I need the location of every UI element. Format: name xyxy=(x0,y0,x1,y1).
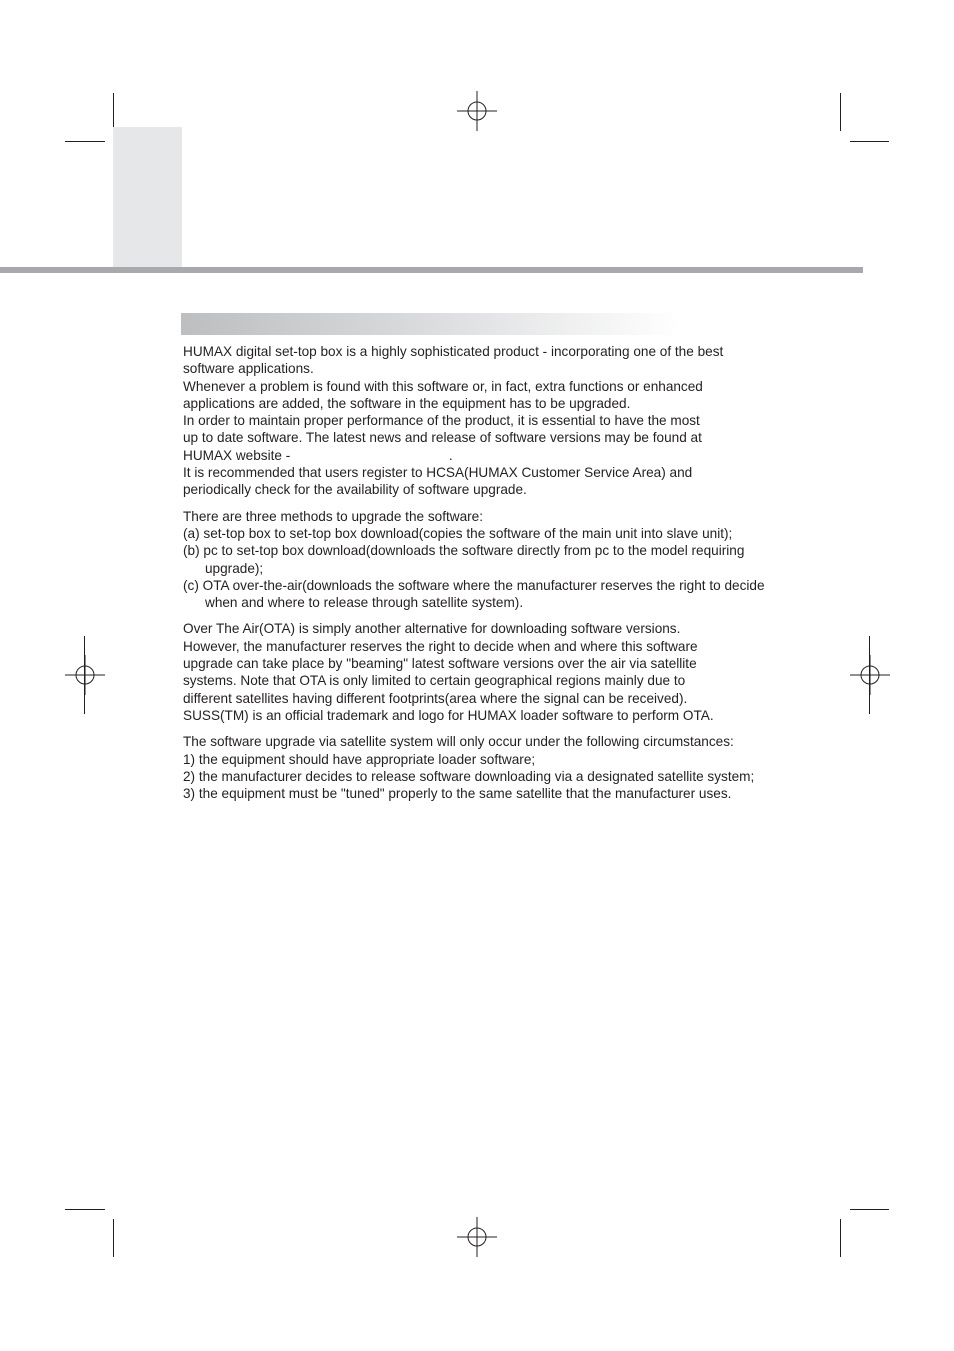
registration-mark-icon xyxy=(457,1217,497,1257)
registration-mark-icon xyxy=(850,655,890,695)
ota-line: However, the manufacturer reserves the right to decide when and where this software xyxy=(183,638,698,654)
intro-line: HUMAX website - . xyxy=(183,447,453,463)
ota-line: different satellites having different footprints(area where the signal can be received). xyxy=(183,690,688,706)
crop-mark xyxy=(65,141,105,142)
crop-mark xyxy=(113,93,114,131)
intro-line: HUMAX digital set-top box is a highly sophisticated product - incorporating one of the best xyxy=(183,344,724,359)
crop-mark xyxy=(850,1209,889,1210)
method-item: (b) pc to set-top box download(downloads the software directly from pc to the model requiring upgrade); xyxy=(183,543,745,576)
ota-line: SUSS(TM) is an official trademark and logo for HUMAX loader software to perform OTA. xyxy=(183,707,714,723)
intro-line: up to date software. The latest news and release of software versions may be found at xyxy=(183,430,702,446)
crop-mark xyxy=(840,1219,841,1257)
crop-mark xyxy=(850,141,889,142)
crop-mark xyxy=(84,636,85,714)
conditions-intro: The software upgrade via satellite system will only occur under the following circumstances: xyxy=(183,734,734,750)
condition-item: 2) the manufacturer decides to release software downloading via a designated satellite system; xyxy=(183,768,755,784)
method-item: (c) OTA over-the-air(downloads the software where the manufacturer reserves the right to decide when and where to release through satellite system). xyxy=(183,577,765,611)
intro-line: In order to maintain proper performance of the product, it is essential to have the most xyxy=(183,413,700,429)
intro-line: periodically check for the availability of software upgrade. xyxy=(183,482,527,498)
method-item: (a) set-top box to set-top box download(copies the software of the main unit into slave unit); xyxy=(183,525,733,541)
ota-line: Over The Air(OTA) is simply another alternative for downloading software versions. xyxy=(183,621,681,637)
intro-line: It is recommended that users register to HCSA(HUMAX Customer Service Area) and xyxy=(183,465,693,481)
registration-mark-icon xyxy=(65,655,105,695)
intro-line: applications are added, the software in the equipment has to be upgraded. xyxy=(183,395,631,411)
ota-line: upgrade can take place by "beaming" latest software versions over the air via satellite xyxy=(183,656,697,672)
header-rule xyxy=(0,267,863,273)
condition-item: 3) the equipment must be "tuned" properly to the same satellite that the manufacturer uses. xyxy=(183,786,732,802)
chapter-tab xyxy=(113,127,182,269)
crop-mark xyxy=(869,636,870,714)
intro-line: Whenever a problem is found with this software or, in fact, extra functions or enhanced xyxy=(183,378,703,394)
crop-mark xyxy=(113,1219,114,1257)
crop-mark xyxy=(840,93,841,131)
condition-item: 1) the equipment should have appropriate loader software; xyxy=(183,751,536,767)
methods-intro: There are three methods to upgrade the software: xyxy=(183,508,483,524)
crop-mark xyxy=(65,1209,105,1210)
section-heading-bar xyxy=(181,313,681,335)
intro-line: software applications. xyxy=(183,361,314,377)
body-text xyxy=(183,343,793,802)
registration-mark-icon xyxy=(457,91,497,131)
ota-line: systems. Note that OTA is only limited to certain geographical regions mainly due to xyxy=(183,673,686,689)
